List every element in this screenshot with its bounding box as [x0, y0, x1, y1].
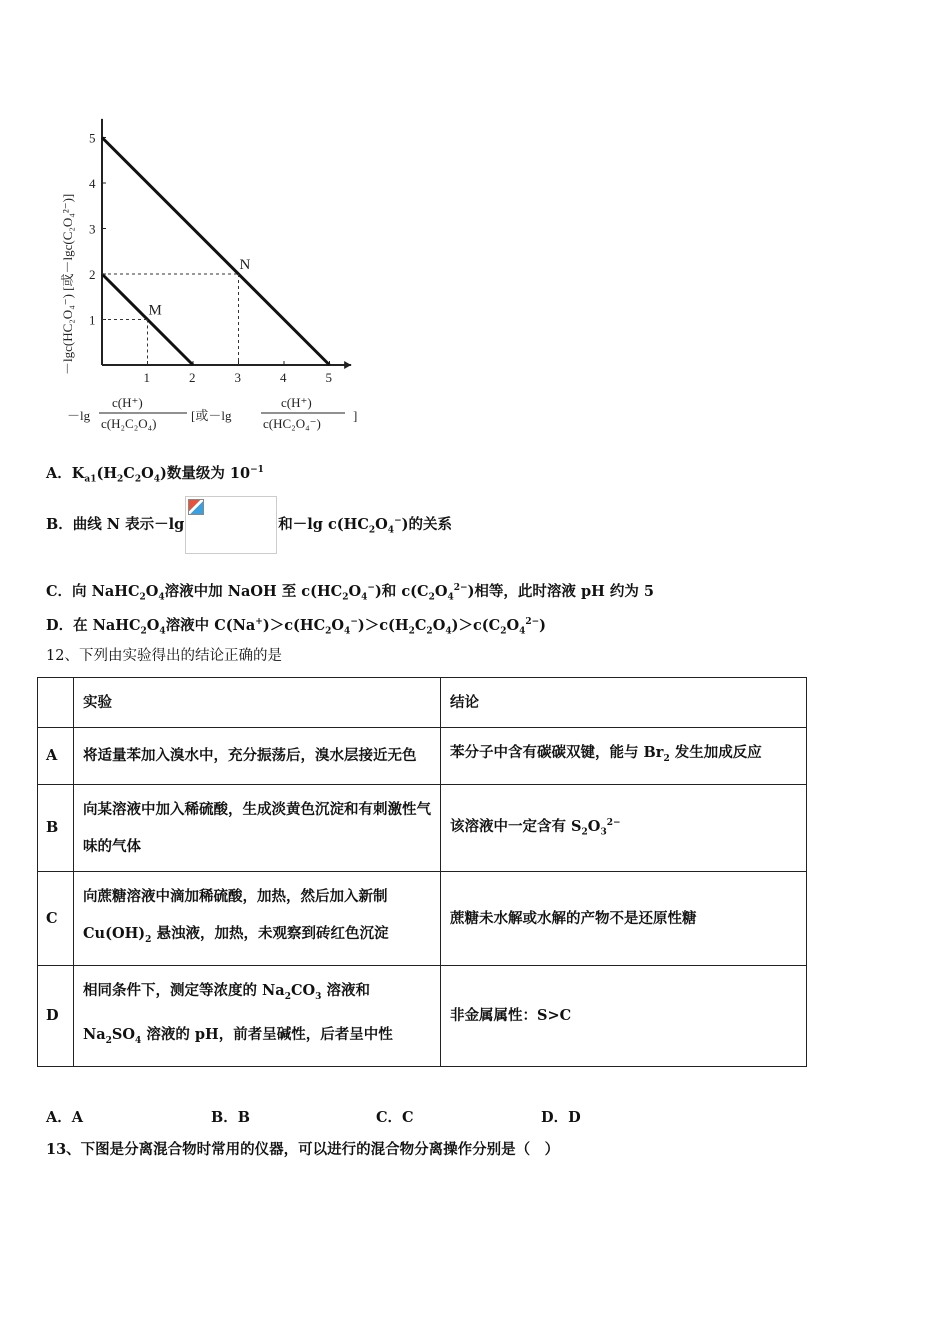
row-label: B	[38, 784, 74, 871]
q12-option-c: C．C	[376, 1109, 414, 1126]
table-row	[38, 728, 807, 785]
x-tick-label: 2	[189, 370, 196, 385]
x-label-prefix: －lg	[67, 408, 91, 423]
y-tick-label: 3	[89, 221, 96, 237]
row-experiment: 相同条件下，测定等浓度的 $Na_2CO_3$ 溶液和 $Na_2SO_4$ 溶液的 pH，前者呈碱性，后者呈中性	[74, 965, 441, 1066]
table-header-row	[38, 678, 807, 728]
point-label-n: N	[239, 257, 251, 273]
y-tick-label: 5	[89, 130, 96, 146]
q12-option-d: D．D	[541, 1109, 581, 1126]
q12-stem: 12、下列由实验得出的结论正确的是	[46, 648, 282, 664]
broken-image-icon	[185, 496, 277, 554]
experiment-table	[37, 677, 807, 1067]
y-tick-label: 1	[89, 312, 96, 328]
q12-option-a: A．A	[46, 1109, 84, 1126]
row-experiment: 向某溶液中加入稀硫酸，生成淡黄色沉淀和有刺激性气味的气体	[74, 784, 441, 871]
q11-option-d: D．在 $NaHC_2O_4$溶液中 $C(Na^+)>c(HC_2O_4^-)>c(H_2C_2O_4)>c(C_2O_4^{2-})$	[46, 616, 547, 637]
row-experiment: 向蔗糖溶液中滴加稀硫酸，加热，然后加入新制 $Cu(OH)_2$ 悬浊液，加热，未观察到砖红色沉淀	[74, 871, 441, 965]
y-tick-label: 4	[89, 176, 96, 191]
x-label-den2: c(HC₂O₄⁻)	[263, 416, 321, 431]
row-label: C	[38, 871, 74, 965]
table-row	[38, 871, 807, 965]
row-conclusion: 苯分子中含有碳碳双键，能与 $Br_2$ 发生加成反应	[441, 728, 807, 785]
q13-stem: 13、下图是分离混合物时常用的仪器，可以进行的混合物分离操作分别是（ ）	[46, 1141, 560, 1158]
table-cell	[38, 678, 74, 728]
x-tick-label: 1	[143, 370, 150, 385]
table-row	[38, 965, 807, 1066]
q12-options	[46, 1106, 706, 1127]
x-label-num1: c(H⁺)	[112, 395, 143, 410]
q11-option-c: C．向 $NaHC_2O_4$溶液中加 NaOH 至 $c(HC_2O_4^-)$和 $c(C_2O_4^{2-})$相等，此时溶液 pH 约为 5	[46, 582, 654, 603]
row-conclusion: 该溶液中一定含有 $S_2O_3^{2-}$	[441, 784, 807, 871]
row-label: A	[38, 728, 74, 785]
x-label-mid: [或－lg	[191, 408, 232, 423]
row-experiment: 将适量苯加入溴水中，充分振荡后，溴水层接近无色	[74, 728, 441, 785]
header-conclusion: 结论	[441, 678, 807, 728]
x-axis-arrow	[344, 361, 351, 369]
header-experiment: 实验	[74, 678, 441, 728]
x-tick-label: 5	[325, 370, 332, 385]
x-label-num2: c(H⁺)	[281, 395, 312, 410]
concentration-graph	[55, 110, 375, 440]
x-label-den1: c(H₂C₂O₄)	[101, 416, 157, 431]
q12-option-b: B．B	[211, 1109, 251, 1126]
y-tick-label: 2	[89, 267, 96, 282]
x-tick-label: 4	[280, 370, 287, 385]
row-conclusion: 非金属属性：S>C	[441, 965, 807, 1066]
y-axis-label: －lgc(HC₂O₄⁻) [或－lgc(C₂O₄²⁻)]	[60, 193, 75, 375]
series-line-n	[102, 138, 330, 366]
x-label-suffix: ]	[353, 408, 358, 423]
point-label-m: M	[148, 302, 162, 319]
row-label: D	[38, 965, 74, 1066]
row-conclusion: 蔗糖未水解或水解的产物不是还原性糖	[441, 871, 807, 965]
q11-option-b: B．曲线 N 表示－lg 和－lg $c(HC_2O_4^-)$的关系	[46, 492, 452, 560]
table-row	[38, 784, 807, 871]
x-tick-label: 3	[234, 370, 241, 385]
q11-option-a: A．$K_{a1}(H_2C_2O_4)$数量级为 $10^{-1}$	[46, 464, 264, 485]
